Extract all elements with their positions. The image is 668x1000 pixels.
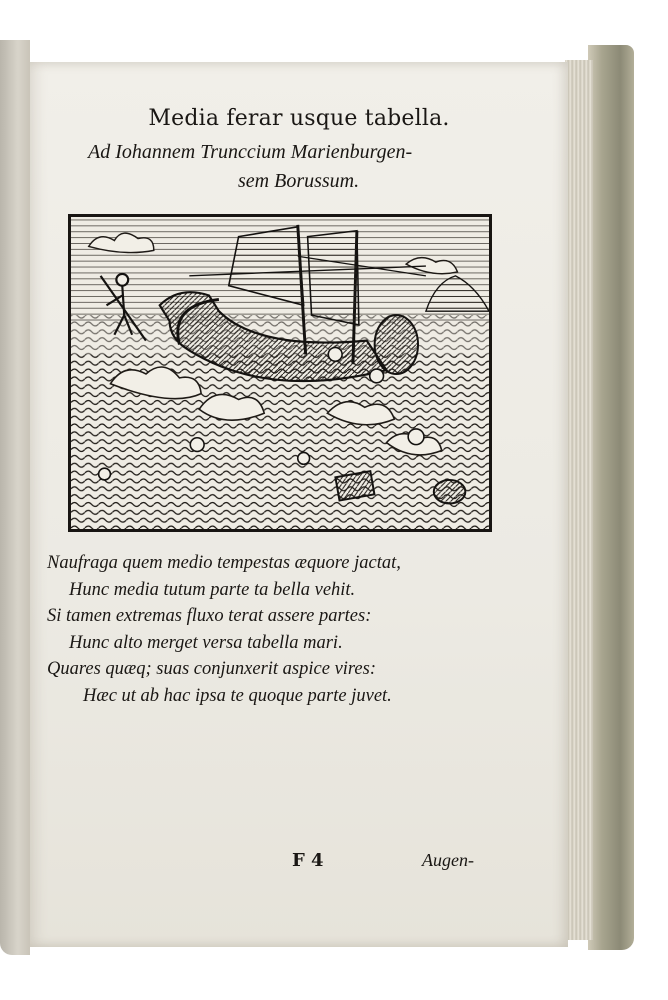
verse-text — [47, 550, 487, 709]
woodcut-illustration — [68, 214, 492, 532]
signature-mark: F 4 — [292, 850, 324, 871]
page-title: Media ferar usque tabella. — [148, 106, 450, 131]
shipwreck-woodcut-image — [71, 217, 489, 529]
verse-line: Si tamen extremas fluxo terat assere partes: — [47, 606, 372, 626]
verse-line: Hunc media tutum parte ta bella vehit. — [69, 579, 356, 600]
page-block-edges — [565, 60, 593, 940]
dedication — [88, 138, 488, 196]
verse-line: Naufraga quem medio tempestas æquore jactat, — [47, 553, 401, 573]
facing-page-edge — [0, 40, 30, 955]
dedication-line: sem Borussum. — [238, 170, 360, 192]
book-page — [30, 62, 568, 947]
dedication-line: Ad Iohannem Trunccium Marienburgen- — [88, 141, 413, 163]
verse-line: Hæc ut ab hac ipsa te quoque parte juvet. — [83, 685, 392, 706]
catchword: Augen- — [422, 850, 474, 870]
verse-line: Quares quæq; suas conjunxerit aspice vires: — [47, 659, 377, 679]
vellum-binding — [588, 45, 634, 950]
verse-line: Hunc alto merget versa tabella mari. — [69, 632, 343, 653]
